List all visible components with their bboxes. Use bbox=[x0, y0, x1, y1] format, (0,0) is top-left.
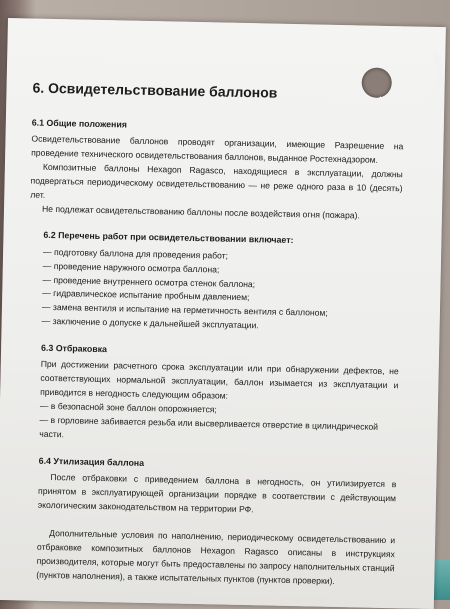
paragraph: При достижении расчетного срока эксплуатации или при обнаружении дефектов, не соответствующих нормальной эксплуатации, баллон изымается из эксплуатации и приводится в негодность следующим образом: bbox=[40, 359, 399, 402]
section-disposal bbox=[22, 453, 397, 589]
works-list bbox=[41, 245, 401, 336]
section-rejection bbox=[25, 341, 399, 450]
rejection-list bbox=[39, 400, 398, 449]
section-heading: 6.3 Отбраковка bbox=[40, 343, 108, 355]
section-works-list bbox=[27, 228, 401, 337]
paragraph: Не подлежат освидетельствованию баллоны после воздействия огня (пожара). bbox=[41, 203, 360, 220]
page-content bbox=[22, 77, 405, 602]
list-item: — подготовку баллона для проведения работ; bbox=[43, 246, 229, 261]
section-general bbox=[30, 115, 404, 224]
section-heading: 6.4 Утилизация баллона bbox=[38, 455, 145, 468]
page-title: 6. Освидетельствование баллонов bbox=[32, 79, 278, 101]
list-item: — в безопасной зоне баллон опорожняется; bbox=[39, 401, 217, 415]
document-page bbox=[0, 18, 446, 609]
list-item: — замена вентиля и испытание на герметичность вентиля с баллоном; bbox=[41, 302, 328, 319]
list-item: — в горловине забивается резьба или высверливается отверстие в цилиндрической части. bbox=[39, 414, 379, 440]
list-item: — проведение наружного осмотра баллона; bbox=[42, 260, 220, 275]
paragraph: Композитные баллоны Hexagon Ragasco, находящиеся в эксплуатации, должны подвергаться периодическому освидетельствованию — не реже одного раза в 10 (десять) лет. bbox=[30, 161, 403, 200]
paragraph: Дополнительные условия по наполнению, периодическому освидетельствованию и отбраковке композитных баллонов Hexagon Ragasco описаны в инструкциях производителя, которые могут быть предоставлены по запросу наполнительных станций (пунктов наполнения), а также испытательных пунктов (пунктов проверки). bbox=[36, 528, 396, 586]
section-heading: 6.1 Общие положения bbox=[31, 117, 128, 130]
paragraph: Освидетельствование баллонов проводят организации, имеющие Разрешение на проведение технического освидетельствования баллонов, выданное Ростехнадзором. bbox=[31, 133, 404, 165]
paragraph: После отбраковки с приведением баллона в негодность, он утилизируется в принятом в эксплуатирующей организации порядке в соответствии с действующим экологическим законодательством на территории РФ. bbox=[37, 472, 397, 515]
list-item: — гидравлическое испытание пробным давлением; bbox=[42, 288, 250, 303]
list-item: — заключение о допуске к дальнейшей эксплуатации. bbox=[41, 316, 259, 331]
list-item: — проведение внутреннего осмотра стенок баллона; bbox=[42, 274, 256, 289]
section-heading: 6.2 Перечень работ при освидетельствовании включает: bbox=[43, 230, 294, 246]
